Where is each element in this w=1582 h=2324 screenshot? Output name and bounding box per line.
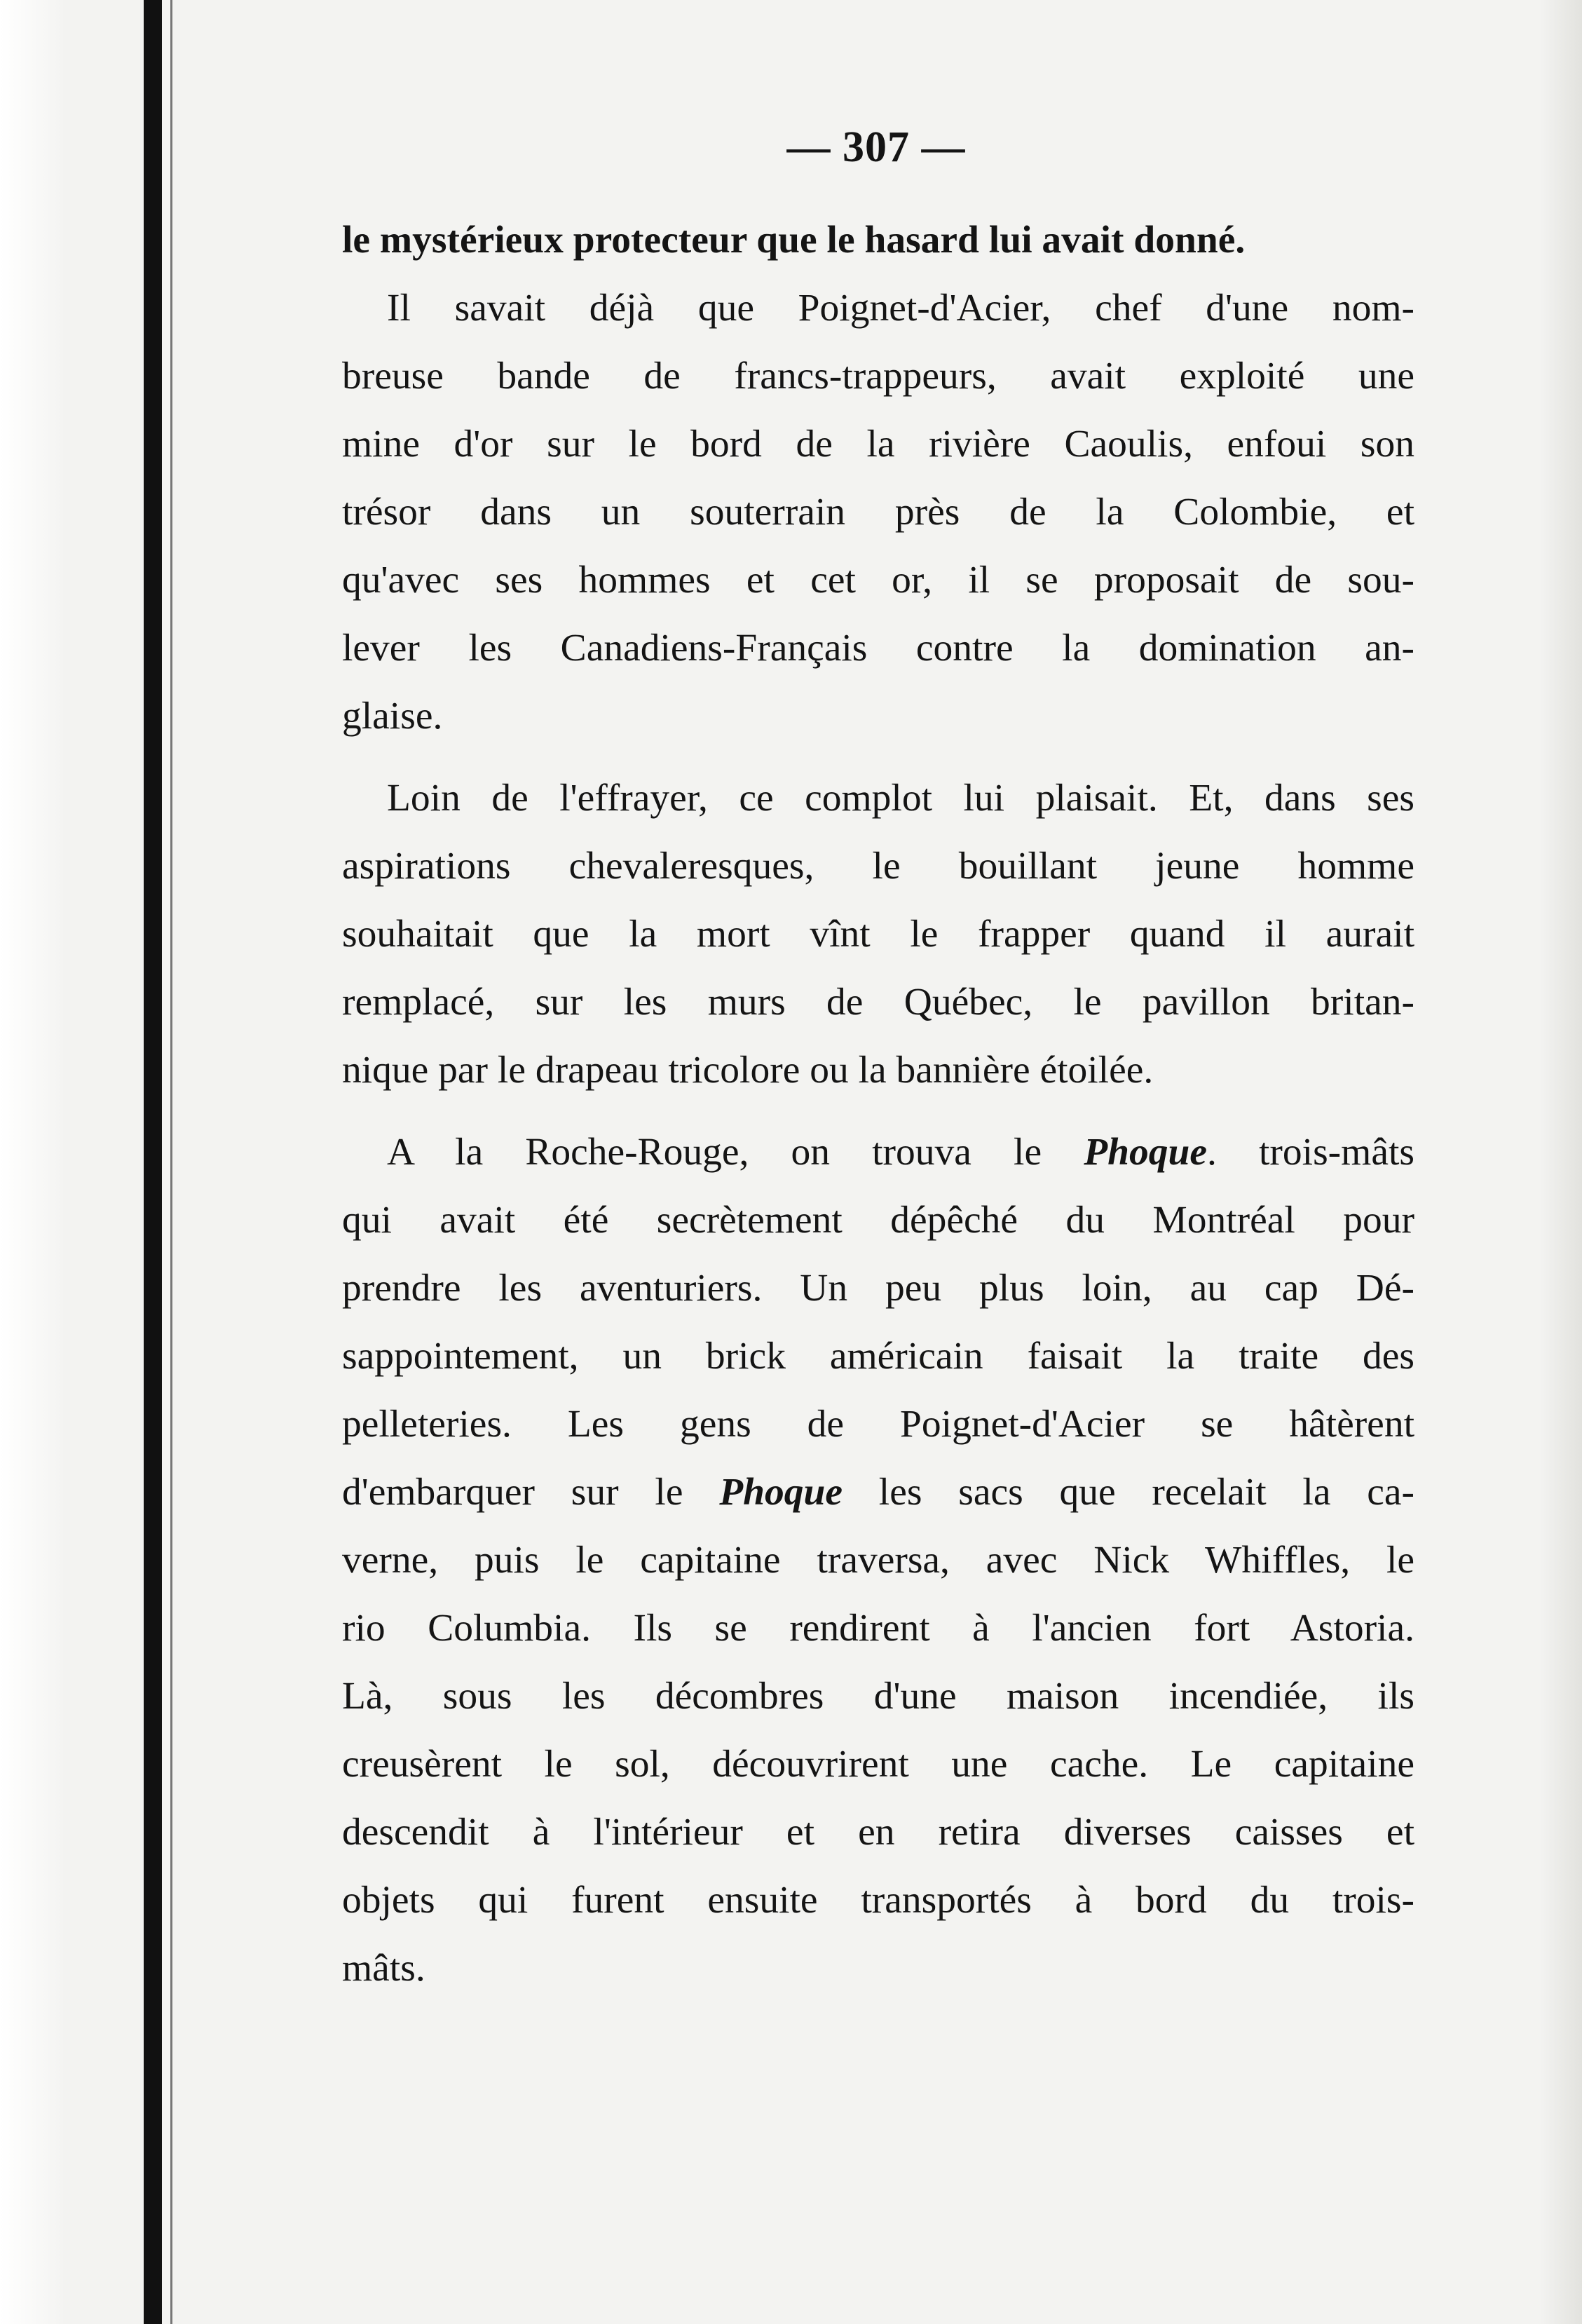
text-run: les sacs que recelait la ca- xyxy=(843,1471,1415,1514)
text-line: le mystérieux protecteur que le hasard lui avait donné. xyxy=(342,219,1246,261)
ship-name: Phoque xyxy=(1084,1131,1207,1174)
text-line: mine d'or sur le bord de la rivière Caoulis, enfoui son xyxy=(342,423,1414,466)
text-line: prendre les aventuriers. Un peu plus loin, au cap Dé- xyxy=(342,1267,1414,1310)
text-line: sappointement, un brick américain faisait la traite des xyxy=(342,1335,1414,1378)
gutter-shadow xyxy=(144,0,162,2324)
text-line: objets qui furent ensuite transportés à bord du trois- xyxy=(342,1879,1414,1922)
text-line: glaise. xyxy=(342,695,443,738)
page-binding xyxy=(0,0,63,2324)
text-line xyxy=(342,1458,1414,1526)
text-line: Loin de l'effrayer, ce complot lui plaisait. Et, dans ses xyxy=(387,777,1414,820)
text-line: verne, puis le capitaine traversa, avec Nick Whiffles, le xyxy=(342,1539,1414,1582)
text-line: souhaitait que la mort vînt le frapper quand il aurait xyxy=(342,913,1414,956)
text-line: lever les Canadiens-Français contre la domination an- xyxy=(342,627,1414,670)
text-run: . trois-mâts xyxy=(1207,1131,1414,1174)
text-line: creusèrent le sol, découvrirent une cache. Le capitaine xyxy=(342,1743,1414,1786)
text-line: Là, sous les décombres d'une maison incendiée, ils xyxy=(342,1675,1414,1718)
gutter-rule xyxy=(170,0,172,2324)
text-line: trésor dans un souterrain près de la Colombie, et xyxy=(342,491,1414,534)
text-line: mâts. xyxy=(342,1947,425,1990)
text-line: qu'avec ses hommes et cet or, il se proposait de sou- xyxy=(342,559,1414,602)
text-line: breuse bande de francs-trappeurs, avait exploité une xyxy=(342,355,1414,397)
page-edge xyxy=(1540,0,1582,2324)
text-line: remplacé, sur les murs de Québec, le pavillon britan- xyxy=(342,981,1414,1024)
text-line: rio Columbia. Ils se rendirent à l'ancien fort Astoria. xyxy=(342,1607,1414,1650)
text-line: Il savait déjà que Poignet-d'Acier, chef d'une nom- xyxy=(387,287,1414,329)
text-line: pelleteries. Les gens de Poignet-d'Acier se hâtèrent xyxy=(342,1403,1414,1446)
ship-name: Phoque xyxy=(719,1471,843,1514)
text-line: descendit à l'intérieur et en retira diverses caisses et xyxy=(342,1811,1414,1854)
paragraph-gap xyxy=(342,750,1414,764)
text-run: A la Roche-Rouge, on trouva le xyxy=(387,1131,1084,1174)
text-line xyxy=(342,1118,1414,1186)
text-run: d'embarquer sur le xyxy=(342,1471,720,1514)
text-line: qui avait été secrètement dépêché du Montréal pour xyxy=(342,1199,1414,1242)
paragraph-gap xyxy=(342,1104,1414,1118)
page-number: — 307 — xyxy=(786,123,966,171)
text-line: aspirations chevaleresques, le bouillant jeune homme xyxy=(342,845,1414,888)
text-line: nique par le drapeau tricolore ou la bannière étoilée. xyxy=(342,1049,1154,1092)
body-text xyxy=(342,206,1414,2002)
